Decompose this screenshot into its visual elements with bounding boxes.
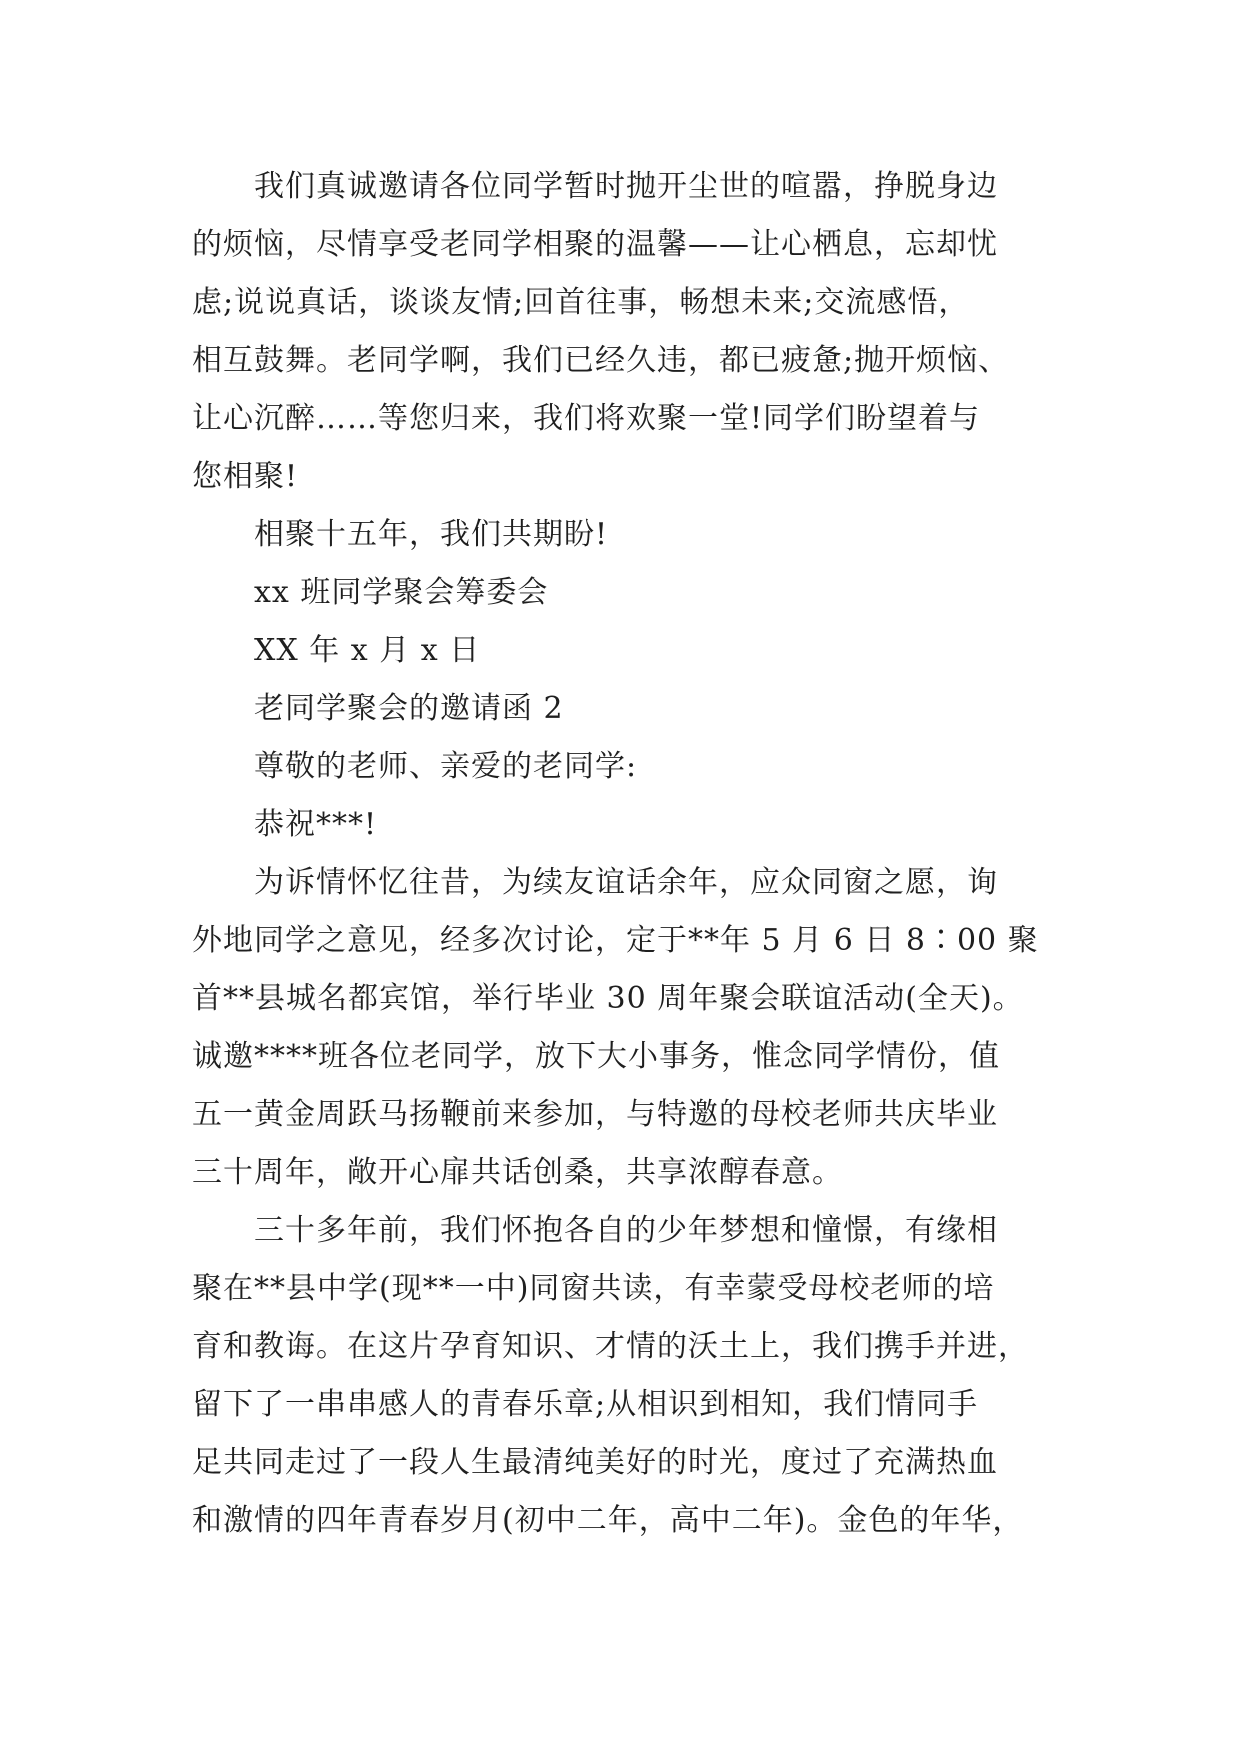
text-line: 足共同走过了一段人生最清纯美好的时光，度过了充满热血	[192, 1445, 998, 1480]
signature-date: XX 年 x 月 x 日	[254, 633, 481, 668]
signature-organizer: xx 班同学聚会筹委会	[254, 575, 549, 610]
text-line: 相聚十五年，我们共期盼!	[254, 517, 609, 552]
text-line: 诚邀****班各位老同学，放下大小事务，惟念同学情份，值	[192, 1039, 1000, 1074]
section-title: 老同学聚会的邀请函 2	[254, 691, 564, 726]
text-line: 聚在**县中学(现**一中)同窗共读，有幸蒙受母校老师的培	[192, 1271, 995, 1306]
text-line: 留下了一串串感人的青春乐章;从相识到相知，我们情同手	[192, 1387, 979, 1422]
text-line: 您相聚!	[192, 459, 299, 494]
greeting: 恭祝***!	[254, 807, 378, 842]
text-line: 三十周年，敞开心扉共话创桑，共享浓醇春意。	[192, 1155, 843, 1190]
text-line: 我们真诚邀请各位同学暂时抛开尘世的喧嚣，挣脱身边	[254, 169, 998, 204]
text-line: 三十多年前，我们怀抱各自的少年梦想和憧憬，有缘相	[254, 1213, 998, 1248]
salutation: 尊敬的老师、亲爱的老同学:	[254, 749, 638, 784]
text-line: 育和教诲。在这片孕育知识、才情的沃土上，我们携手并进，	[192, 1329, 1029, 1364]
text-line: 的烦恼，尽情享受老同学相聚的温馨——让心栖息，忘却忧	[192, 227, 998, 262]
text-line: 外地同学之意见，经多次讨论，定于**年 5 月 6 日 8∶00 聚	[192, 923, 1039, 958]
text-line: 首**县城名都宾馆，举行毕业 30 周年聚会联谊活动(全天)。	[192, 981, 1024, 1016]
text-line: 和激情的四年青春岁月(初中二年，高中二年)。金色的年华，	[192, 1503, 1024, 1538]
text-line: 为诉情怀忆往昔，为续友谊话余年，应众同窗之愿，询	[254, 865, 998, 900]
text-line: 相互鼓舞。老同学啊，我们已经久违，都已疲惫;抛开烦恼、	[192, 343, 1010, 378]
text-line: 虑;说说真话，谈谈友情;回首往事，畅想未来;交流感悟，	[192, 285, 970, 320]
document-body	[192, 158, 1060, 1550]
text-line: 让心沉醉……等您归来，我们将欢聚一堂!同学们盼望着与	[192, 401, 981, 436]
text-line: 五一黄金周跃马扬鞭前来参加，与特邀的母校老师共庆毕业	[192, 1097, 998, 1132]
